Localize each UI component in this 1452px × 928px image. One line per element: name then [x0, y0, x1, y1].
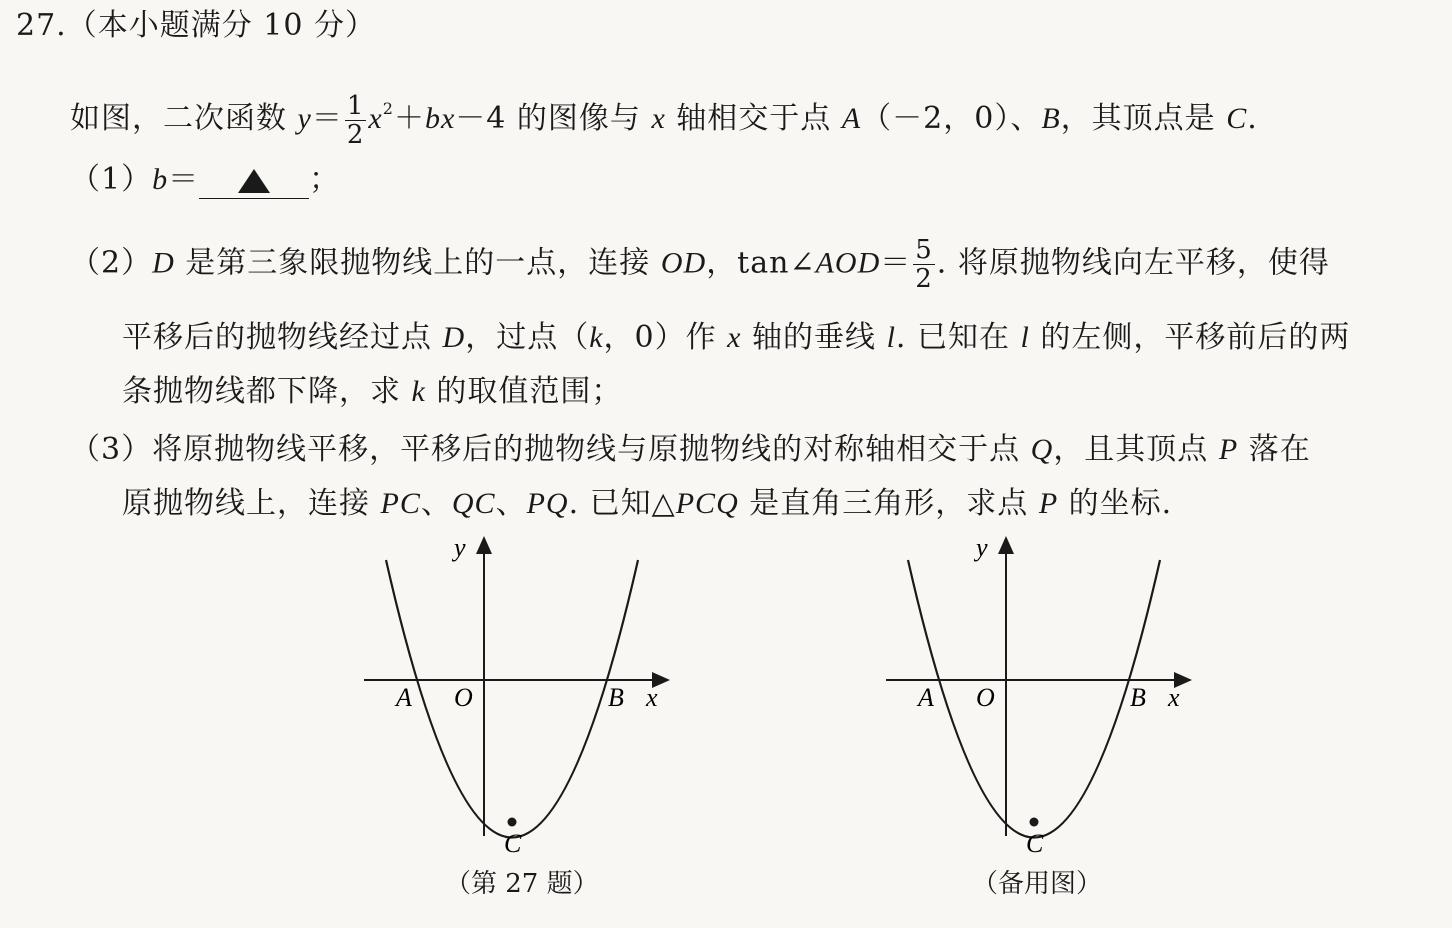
part2-frac-den: 2 [915, 264, 933, 294]
part2-l3a: 条抛物线都下降，求 [122, 374, 412, 409]
part1-suffix: ； [309, 162, 341, 197]
intro-fraction [345, 92, 367, 149]
part3-l2d: 的坐标. [1058, 486, 1173, 521]
part2-l2b: ，过点（ [465, 320, 590, 355]
part2-l3-k: k [411, 375, 426, 408]
intro-point-c: C [1226, 102, 1248, 135]
part2-l2-d: D [442, 321, 466, 354]
parabola-curve [908, 560, 1160, 838]
intro-frac-den: 2 [346, 119, 365, 150]
part3-l2b: . 已知△ [568, 486, 676, 521]
label-x: x [646, 683, 658, 712]
figure-spare-caption-text: （备用图） [972, 869, 1103, 899]
vertex-point [508, 818, 517, 827]
part2-l2-l: l [886, 321, 896, 354]
part3-prefix: （3） [70, 432, 153, 467]
intro-pre: 如图，二次函数 [70, 101, 298, 136]
part2-frac-num: 5 [915, 235, 933, 265]
part3-t2: ，且其顶点 [1053, 432, 1219, 467]
part3-sep2: 、 [495, 486, 527, 521]
label-y: y [976, 533, 988, 562]
figure-spare [872, 530, 1202, 860]
label-b: B [1130, 683, 1146, 712]
figure-main [350, 530, 680, 860]
part2-l2f: 的左侧，平移前后的两 [1029, 320, 1351, 355]
part2-prefix: （2） [70, 245, 153, 281]
label-x: x [1168, 683, 1180, 712]
part2-l2-k: k [589, 321, 604, 354]
problem-header [16, 6, 376, 46]
intro-exponent: 2 [382, 99, 394, 118]
part3-pc: PC [380, 487, 421, 520]
intro-post: 轴相交于点 [665, 101, 842, 136]
part2-od: OD [660, 246, 707, 280]
label-c: C [1026, 829, 1044, 858]
part2-t4: . 将原抛物线向左平移，使得 [936, 245, 1330, 281]
triangle-icon [238, 169, 270, 193]
intro-x: x [368, 102, 383, 135]
part3-line1 [70, 430, 1311, 470]
part2-l2c: ，0）作 [603, 320, 728, 355]
part2-d: D [152, 246, 175, 280]
part2-line1 [70, 236, 1330, 293]
part2-t1: 是第三象限抛物线上的一点，连接 [174, 245, 661, 281]
problem-header-text: 27.（本小题满分 10 分） [16, 8, 376, 43]
part1-prefix: （1） [70, 162, 153, 197]
part3-sep1: 、 [420, 486, 452, 521]
part2-t3: ＝ [880, 245, 912, 281]
part3-t3: 落在 [1238, 432, 1311, 467]
label-b: B [608, 683, 624, 712]
label-a: A [918, 683, 934, 712]
intro-coord-a: （－2，0）、 [861, 101, 1042, 136]
label-y: y [454, 533, 466, 562]
label-c: C [504, 829, 522, 858]
intro-x2: x [651, 102, 666, 135]
part1 [70, 160, 340, 200]
part1-eq: ＝ [168, 162, 200, 197]
part2-fraction [913, 236, 935, 293]
part2-l3b: 的取值范围； [425, 374, 623, 409]
part3-q: Q [1030, 433, 1054, 466]
intro-bx: bx [424, 102, 456, 135]
label-o: O [454, 683, 473, 712]
part3-l2a: 原抛物线上，连接 [122, 486, 381, 521]
intro-point-a: A [841, 102, 862, 135]
part3-p: P [1218, 433, 1239, 466]
problem-intro [70, 86, 1258, 149]
part2-l2a: 平移后的抛物线经过点 [122, 320, 443, 355]
intro-rest: －4 的图像与 [455, 101, 652, 136]
part3-p2: P [1038, 487, 1059, 520]
part3-qc: QC [451, 487, 496, 520]
part2-line3 [122, 372, 622, 412]
part3-line2 [122, 484, 1172, 524]
intro-plus: ＋ [393, 101, 425, 136]
part2-line2 [122, 318, 1350, 358]
part2-aod: AOD [815, 246, 881, 280]
part1-b: b [152, 163, 169, 196]
part2-l2-x: x [727, 321, 742, 354]
part3-pcq: PCQ [675, 487, 739, 520]
parabola-curve [386, 560, 638, 838]
part3-pq: PQ [526, 487, 569, 520]
label-a: A [396, 683, 412, 712]
part3-l2c: 是直角三角形，求点 [738, 486, 1039, 521]
intro-tail: ，其顶点是 [1060, 101, 1227, 136]
part3-t1: 将原抛物线平移，平移后的抛物线与原抛物线的对称轴相交于点 [152, 432, 1031, 467]
vertex-point [1030, 818, 1039, 827]
intro-y: y [297, 102, 312, 135]
part2-l2e: . 已知在 [895, 320, 1021, 355]
part2-t2: ，tan∠ [706, 245, 816, 281]
intro-frac-num: 1 [346, 90, 365, 121]
part2-l2d: 轴的垂线 [741, 320, 887, 355]
answer-blank [199, 164, 309, 199]
figure-main-caption [445, 863, 599, 900]
intro-eq: ＝ [311, 101, 343, 136]
intro-point-b: B [1041, 102, 1061, 135]
figure-main-caption-text: （第 27 题） [445, 869, 599, 899]
label-o: O [976, 683, 995, 712]
intro-end: . [1247, 101, 1258, 136]
part2-l2-l2: l [1020, 321, 1030, 354]
figure-spare-caption [972, 863, 1102, 900]
